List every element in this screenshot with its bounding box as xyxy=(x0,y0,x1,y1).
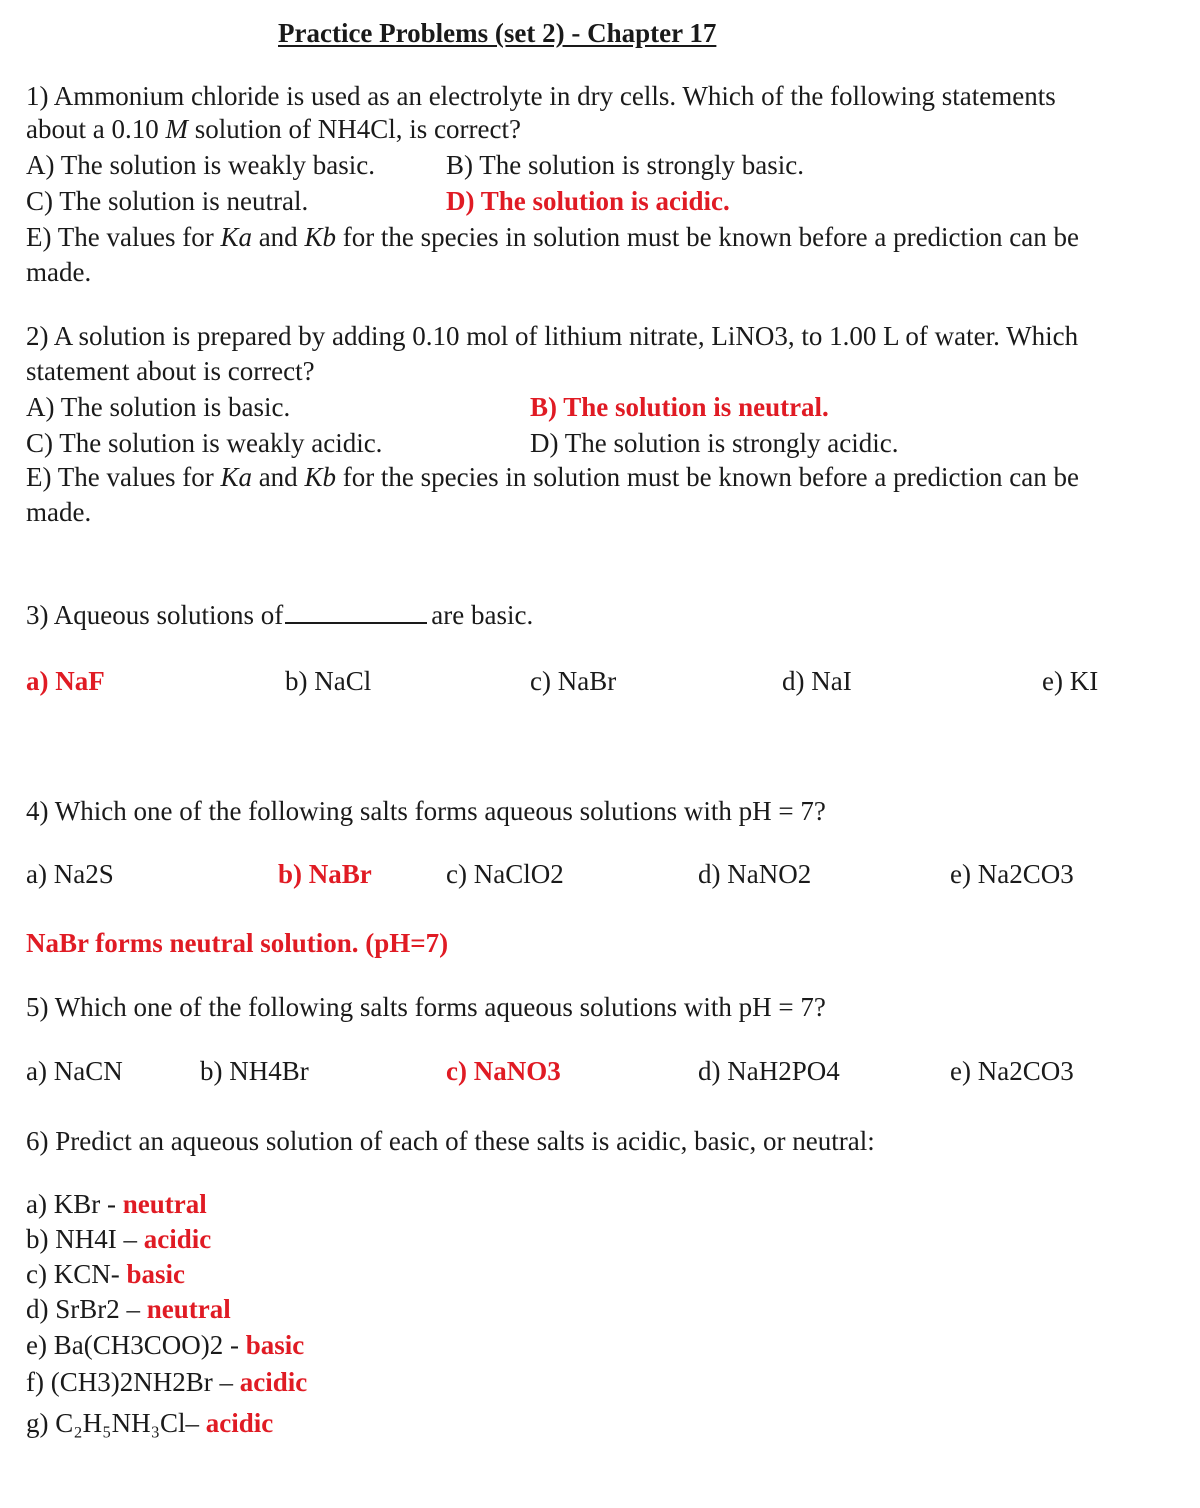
q1-option-e xyxy=(26,220,1079,254)
q3-stem-text: 3) Aqueous solutions of xyxy=(26,600,284,630)
q2-option-e-rest: for the species in solution must be known before a prediction can be xyxy=(335,462,1079,492)
q6-item xyxy=(26,1222,211,1256)
q6-item-answer: neutral xyxy=(122,1189,207,1219)
q6-item xyxy=(26,1328,304,1362)
q1-kb: Kb xyxy=(304,222,336,252)
q2-option-b-answer: B) The solution is neutral. xyxy=(530,392,829,422)
q4-option-a: a) Na2S xyxy=(26,859,114,889)
q4-option-e: e) Na2CO3 xyxy=(950,859,1074,889)
q6-item-answer: acidic xyxy=(143,1224,212,1254)
q2-stem-line1: 2) A solution is prepared by adding 0.10 mol of lithium nitrate, LiNO3, to 1.00 L of water. Which xyxy=(26,321,1079,351)
q4-stem: 4) Which one of the following salts forms aqueous solutions with pH = 7? xyxy=(26,796,826,826)
q6-item-answer: neutral xyxy=(146,1294,231,1324)
q3-option-e: e) KI xyxy=(1042,666,1099,696)
q6-item xyxy=(26,1257,185,1291)
q4-option-b-answer: b) NaBr xyxy=(278,859,372,889)
q6-item-answer: basic xyxy=(245,1330,305,1360)
q6-item-salt: d) SrBr2 – xyxy=(26,1294,147,1324)
q4-answer-note: NaBr forms neutral solution. (pH=7) xyxy=(26,928,449,958)
q2-ka: Ka xyxy=(220,462,252,492)
q1-option-e-and: and xyxy=(251,222,305,252)
q1-option-b: B) The solution is strongly basic. xyxy=(446,150,804,180)
q3-stem xyxy=(26,598,533,632)
q2-option-c: C) The solution is weakly acidic. xyxy=(26,428,383,458)
page-title: Practice Problems (set 2) - Chapter 17 xyxy=(278,18,717,48)
q6-item-salt: e) Ba(CH3COO)2 - xyxy=(26,1330,246,1360)
q1-stem-line2 xyxy=(26,112,521,146)
q5-option-a: a) NaCN xyxy=(26,1056,123,1086)
q2-option-e-and: and xyxy=(251,462,305,492)
q3-option-a-answer: a) NaF xyxy=(26,666,105,696)
q1-molarity-unit: M xyxy=(165,114,188,144)
q6-item-answer: basic xyxy=(126,1259,185,1289)
q2-option-a: A) The solution is basic. xyxy=(26,392,291,422)
q6-item xyxy=(26,1365,307,1399)
q3-option-d: d) NaI xyxy=(782,666,852,696)
q6-item-salt: b) NH4I – xyxy=(26,1224,144,1254)
q6-item-answer: acidic xyxy=(205,1408,274,1438)
q2-option-e-text: E) The values for xyxy=(26,462,221,492)
q1-option-e-rest: for the species in solution must be known before a prediction can be xyxy=(335,222,1079,252)
q2-option-d: D) The solution is strongly acidic. xyxy=(530,428,899,458)
q3-option-b: b) NaCl xyxy=(285,666,372,696)
q6-item-answer: acidic xyxy=(239,1367,308,1397)
q6-item xyxy=(26,1406,273,1440)
q5-option-c-answer: c) NaNO3 xyxy=(446,1056,561,1086)
q6-stem: 6) Predict an aqueous solution of each of these salts is acidic, basic, or neutral: xyxy=(26,1126,875,1156)
q6-item-salt: g) C₂H₅NH₃Cl– xyxy=(26,1408,206,1438)
q5-stem: 5) Which one of the following salts forms aqueous solutions with pH = 7? xyxy=(26,992,826,1022)
q5-option-d: d) NaH2PO4 xyxy=(698,1056,840,1086)
q1-option-e-text: E) The values for xyxy=(26,222,221,252)
q6-item xyxy=(26,1187,207,1221)
q4-option-c: c) NaClO2 xyxy=(446,859,564,889)
q3-fill-blank xyxy=(285,600,427,624)
q1-option-c: C) The solution is neutral. xyxy=(26,186,309,216)
q1-ka: Ka xyxy=(220,222,252,252)
q5-option-b: b) NH4Br xyxy=(200,1056,309,1086)
q1-option-d-answer: D) The solution is acidic. xyxy=(446,186,730,216)
q1-option-a: A) The solution is weakly basic. xyxy=(26,150,375,180)
q1-option-e-continued: made. xyxy=(26,257,92,287)
q6-item-salt: f) (CH3)2NH2Br – xyxy=(26,1367,240,1397)
q5-option-e: e) Na2CO3 xyxy=(950,1056,1074,1086)
q6-item-salt: a) KBr - xyxy=(26,1189,123,1219)
q2-stem-line2: statement about is correct? xyxy=(26,356,315,386)
q3-stem-end: are basic. xyxy=(431,600,534,630)
q4-option-d: d) NaNO2 xyxy=(698,859,812,889)
q6-item xyxy=(26,1292,231,1326)
q2-option-e-continued: made. xyxy=(26,497,92,527)
q1-stem-text: about a 0.10 xyxy=(26,114,166,144)
q2-option-e xyxy=(26,460,1079,494)
q1-stem-line1: 1) Ammonium chloride is used as an electrolyte in dry cells. Which of the following statements xyxy=(26,81,1056,111)
q1-stem-text-end: solution of NH4Cl, is correct? xyxy=(187,114,521,144)
q3-option-c: c) NaBr xyxy=(530,666,617,696)
q6-item-salt: c) KCN- xyxy=(26,1259,127,1289)
q2-kb: Kb xyxy=(304,462,336,492)
